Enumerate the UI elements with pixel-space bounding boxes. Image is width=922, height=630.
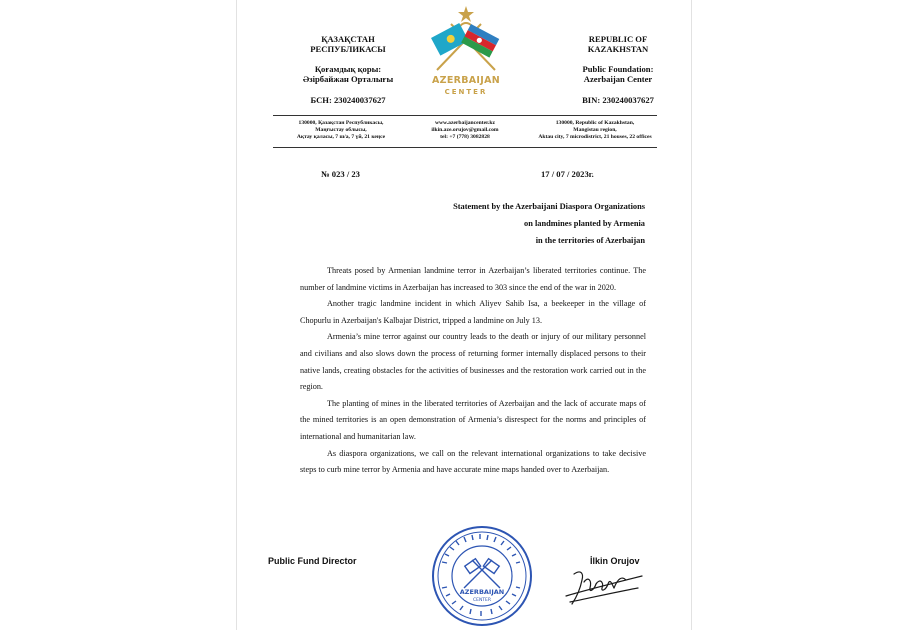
header-right-org-line1: Public Foundation:	[582, 64, 654, 74]
header-left-org-line1: Қоғамдық қоры:	[314, 64, 382, 74]
email-text: ilkin.aze.orujov@gmail.com	[431, 126, 499, 133]
header-left-kazakh	[273, 34, 423, 105]
header-right-title-line1: REPUBLIC OF	[588, 34, 648, 44]
body-paragraph: Another tragic landmine incident in which Aliyev Sahib Isa, a beekeeper in the village of Chopurlu in Azerbaijan's Kalbajar District, tripped a landmine on July 13.	[300, 299, 646, 325]
header-divider-top	[273, 115, 657, 116]
address-kazakh	[281, 120, 401, 140]
logo-word: AZERBAIJAN	[431, 75, 500, 86]
header-left-org-line2: Әзірбайжан Орталығы	[302, 74, 394, 84]
header-left-title-line2: РЕСПУБЛИКАСЫ	[310, 44, 386, 54]
address-line: 130000, Қазақстан Республикасы,	[298, 120, 384, 126]
statement-title-line1: Statement by the Azerbaijani Diaspora Organizations	[453, 202, 645, 211]
document-date: 17 / 07 / 2023г.	[541, 169, 594, 179]
address-line: Маңғыстау облысы,	[315, 126, 367, 133]
handwritten-signature-icon	[560, 560, 644, 610]
document-number: № 023 / 23	[321, 169, 360, 179]
address-line: Mangistau region,	[573, 126, 617, 133]
phone-text: tel: +7 (778) 3082828	[440, 133, 490, 140]
official-stamp	[430, 524, 534, 628]
signer-position-label: Public Fund Director	[268, 556, 357, 566]
stamp-word: AZERBAIJAN	[459, 588, 505, 596]
statement-title-line2: on landmines planted by Armenia	[524, 219, 645, 228]
body-paragraph: As diaspora organizations, we call on the relevant international organizations to take decisive steps to curb mine terror by Armenia and have accurate mine maps handed over to Azerbaijan.	[300, 448, 646, 475]
header-right-title-line2: KAZAKHSTAN	[587, 44, 649, 54]
statement-body	[300, 263, 646, 479]
stamp-subword: CENTER	[472, 598, 492, 603]
crossed-flags-icon	[421, 4, 511, 76]
contact-info	[405, 120, 525, 140]
address-english	[535, 120, 655, 140]
header-left-bin: БСН: 230240037627	[310, 95, 386, 105]
address-line: Aktau city, 7 microdistrict, 21 houses, 22 offices	[538, 133, 652, 140]
header-divider-bottom	[273, 147, 657, 148]
stamp-seal-icon	[430, 524, 534, 628]
statement-title-line3: in the territories of Azerbaijan	[535, 236, 645, 245]
body-paragraph: Threats posed by Armenian landmine terror in Azerbaijan’s liberated territories continue. The number of landmine victims in Azerbaijan has increased to 303 since the end of the war in 2020.	[300, 266, 646, 292]
body-paragraph: The planting of mines in the liberated territories of Azerbaijan and the lack of accurate maps of the mined territories is an open demonstration of Armenia’s disrespect for the norms and principles of international and humanitarian law.	[300, 398, 646, 441]
header-right-org-line2: Azerbaijan Center	[583, 74, 653, 84]
header-left-title-line1: ҚАЗАҚСТАН	[321, 34, 375, 44]
body-paragraph: Armenia’s mine terror against our country leads to the death or injury of our military personnel and civilians and also slows down the process of returning former internally displaced persons to their native lands, creating obstacles for the activities of businesses and the restoration work carried out in the region.	[300, 332, 646, 392]
logo-subword: CENTER	[444, 88, 488, 96]
azerbaijan-center-logo	[421, 4, 511, 104]
website-text: www.azerbaijancenter.kz	[434, 120, 496, 126]
statement-title	[345, 198, 645, 249]
address-line: Ақтау қаласы, 7 ш/а, 7 үй, 21 кеңсе	[296, 133, 386, 140]
header-right-bin: BIN: 230240037627	[582, 95, 654, 105]
header-right-english	[543, 34, 693, 105]
address-line: 130000, Republic of Kazakhstan,	[555, 120, 635, 126]
signer-name: İlkin Orujov	[590, 556, 640, 566]
